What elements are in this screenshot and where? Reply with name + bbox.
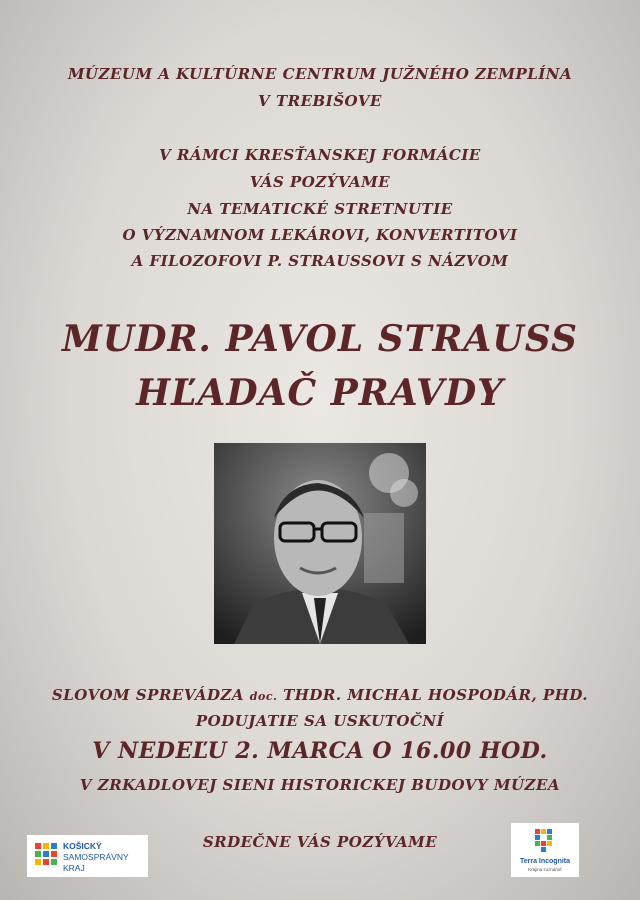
portrait-photo: [214, 443, 426, 644]
intro-line1: V RÁMCI KRESŤANSKEJ FORMÁCIE: [159, 146, 481, 164]
closing-text: SRDEČNE VÁS POZÝVAME: [202, 833, 438, 851]
event-date: V NEDEĽU 2. MARCA O 16.00 HOD.: [92, 738, 548, 764]
intro-line5: A FILOZOFOVI P. STRAUSSOVI S NÁZVOM: [131, 252, 509, 270]
host-line: [0, 686, 640, 704]
intro-line3: NA TEMATICKÉ STRETNUTIE: [187, 200, 453, 218]
host-title: doc.: [249, 690, 278, 703]
kosicky-kraj-logo: [27, 835, 148, 877]
logo-left-text3: KRAJ: [63, 863, 85, 873]
intro-line4: O VÝZNAMNOM LEKÁROVI, KONVERTITOVI: [122, 226, 518, 244]
logo-left-text1: KOŠICKÝ: [63, 841, 102, 851]
event-place: V ZRKADLOVEJ SIENI HISTORICKEJ BUDOVY MÚZEA: [79, 776, 561, 794]
museum-name-line1: MÚZEUM A KULTÚRNE CENTRUM JUŽNÉHO ZEMPLÍNA: [67, 65, 573, 83]
host-name: THDR. MICHAL HOSPODÁR, PHD.: [283, 686, 589, 704]
event-takes-place: PODUJATIE SA USKUTOČNÍ: [195, 712, 445, 730]
host-prefix: SLOVOM SPREVÁDZA: [51, 686, 245, 704]
logo-right-text: Terra Incognita: [519, 858, 571, 865]
event-title-line2: HĽADAČ PRAVDY: [136, 372, 504, 414]
logo-left-text2: SAMOSPRÁVNY: [63, 852, 129, 862]
terra-incognita-logo: [511, 823, 579, 877]
event-title-line1: MUDR. PAVOL STRAUSS: [62, 318, 578, 360]
museum-name-line2: V TREBIŠOVE: [258, 92, 382, 110]
logo-right-sub: Krajina zoznámiť: [528, 867, 562, 872]
intro-line2: VÁS POZÝVAME: [249, 173, 391, 191]
